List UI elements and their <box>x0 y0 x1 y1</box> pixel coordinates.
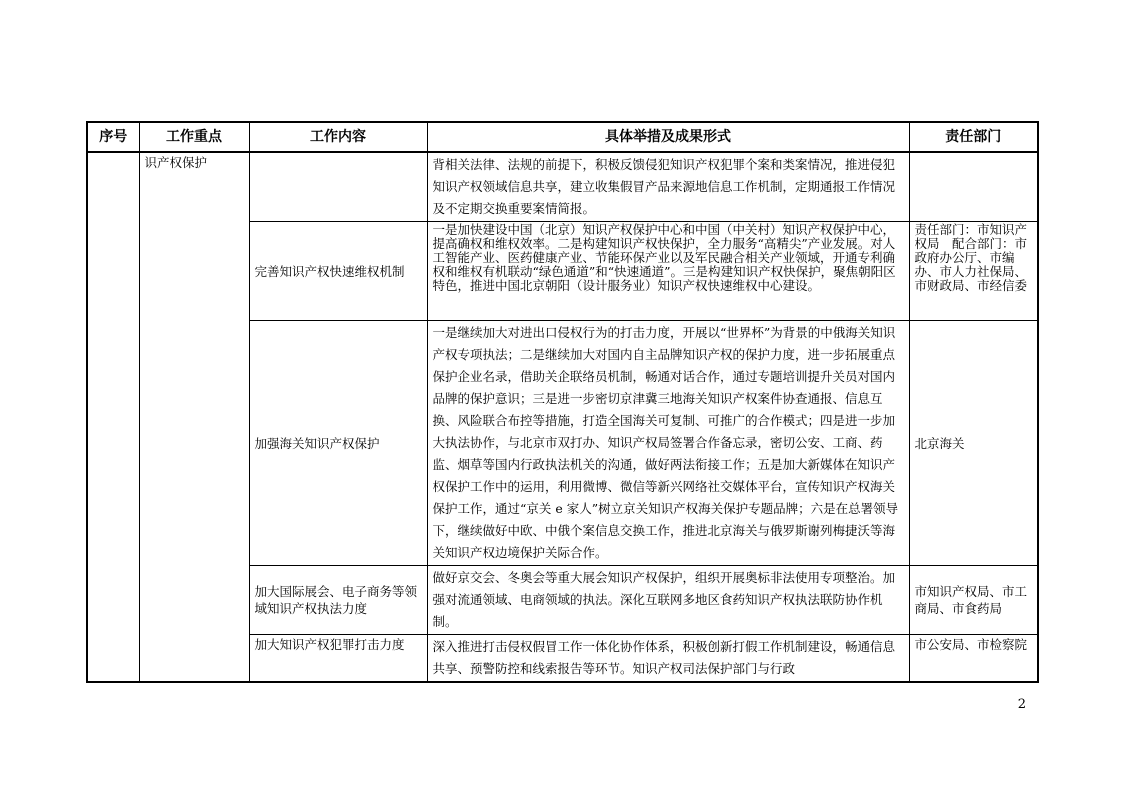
header-focus: 工作重点 <box>139 122 249 152</box>
content-cell: 完善知识产权快速维权机制 <box>249 222 427 321</box>
table-body <box>87 152 1038 682</box>
measures-cell: 深入推进打击侵权假冒工作一体化协作体系，积极创新打假工作机制建设，畅通信息共享、预警防控和线索报告等环节。知识产权司法保护部门与行政 <box>427 635 909 683</box>
index-cell <box>87 152 139 682</box>
measures-cell: 背相关法律、法规的前提下，积极反馈侵犯知识产权犯罪个案和类案情况，推进侵犯知识产权领域信息共享，建立收集假冒产品来源地信息工作机制，定期通报工作情况及不定期交换重要案情简报。 <box>427 152 909 222</box>
header-row <box>87 122 1038 152</box>
content-cell: 加大国际展会、电子商务等领域知识产权执法力度 <box>249 566 427 635</box>
dept-cell: 市知识产权局、市工商局、市食药局 <box>909 566 1038 635</box>
table-row <box>87 152 1038 222</box>
content-cell <box>249 152 427 222</box>
measures-cell: 做好京交会、冬奥会等重大展会知识产权保护，组织开展奥标非法使用专项整治。加强对流通领域、电商领域的执法。深化互联网多地区食药知识产权执法联防协作机制。 <box>427 566 909 635</box>
page-number: 2 <box>1017 697 1026 712</box>
dept-cell <box>909 152 1038 222</box>
measures-table <box>86 121 1039 683</box>
table-header <box>87 122 1038 152</box>
dept-cell: 市公安局、市检察院 <box>909 635 1038 683</box>
focus-cell: 识产权保护 <box>139 152 249 682</box>
header-content: 工作内容 <box>249 122 427 152</box>
content-cell: 加大知识产权犯罪打击力度 <box>249 635 427 683</box>
content-cell: 加强海关知识产权保护 <box>249 321 427 566</box>
measures-cell: 一是加快建设中国（北京）知识产权保护中心和中国（中关村）知识产权保护中心，提高确权和维权效率。二是构建知识产权快保护，全力服务“高精尖”产业发展。对人工智能产业、医药健康产业、节能环保产业以及军民融合相关产业领域，开通专利确权和维权有机联动“绿色通道”和“快速通道”。三是构建知识产权快保护，聚焦朝阳区特色，推进中国北京朝阳（设计服务业）知识产权快速维权中心建设。 <box>427 222 909 321</box>
header-measures: 具体举措及成果形式 <box>427 122 909 152</box>
dept-cell: 北京海关 <box>909 321 1038 566</box>
header-dept: 责任部门 <box>909 122 1038 152</box>
header-index: 序号 <box>87 122 139 152</box>
measures-cell: 一是继续加大对进出口侵权行为的打击力度，开展以“世界杯”为背景的中俄海关知识产权专项执法；二是继续加大对国内自主品牌知识产权的保护力度，进一步拓展重点保护企业名录，借助关企联络员机制，畅通对话合作，通过专题培训提升关员对国内品牌的保护意识；三是进一步密切京津冀三地海关知识产权案件协查通报、信息互换、风险联合布控等措施，打造全国海关可复制、可推广的合作模式；四是进一步加大执法协作，与北京市双打办、知识产权局签署合作备忘录，密切公安、工商、药监、烟草等国内行政执法机关的沟通，做好两法衔接工作；五是加大新媒体在知识产权保护工作中的运用，利用微博、微信等新兴网络社交媒体平台，宣传知识产权海关保护工作，通过“京关 e 家人”树立京关知识产权海关保护专题品牌；六是在总署领导下，继续做好中欧、中俄个案信息交换工作，推进北京海关与俄罗斯谢列梅捷沃等海关知识产权边境保护关际合作。 <box>427 321 909 566</box>
dept-cell: 责任部门：市知识产权局 配合部门：市政府办公厅、市编办、市人力社保局、市财政局、市经信委 <box>909 222 1038 321</box>
